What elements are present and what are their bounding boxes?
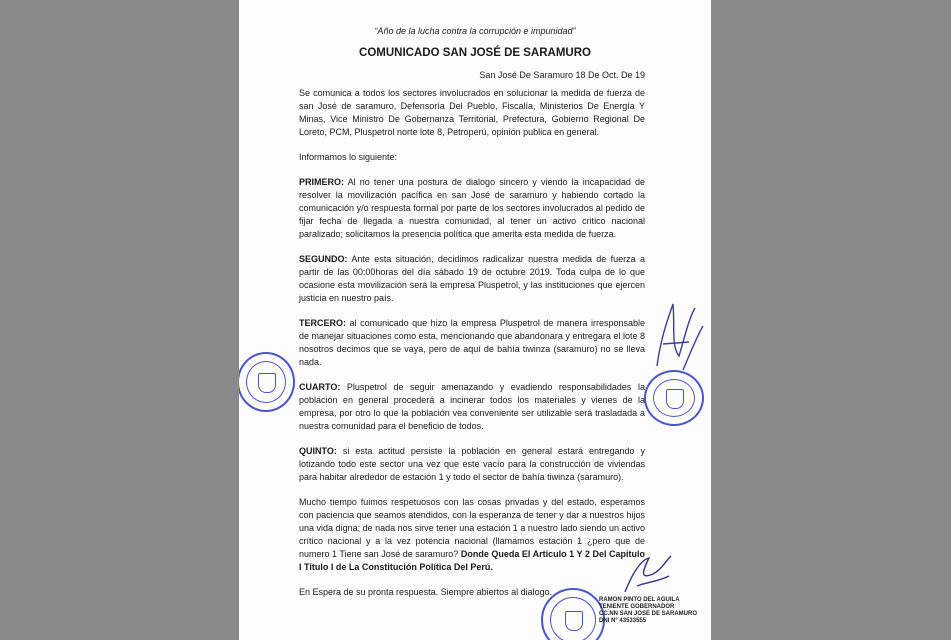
section-tercero bbox=[299, 317, 645, 369]
document-date: San José De Saramuro 18 De Oct. De 19 bbox=[479, 70, 645, 80]
section-label: QUINTO: bbox=[299, 446, 337, 456]
handwritten-signature-bottom bbox=[619, 552, 679, 598]
closing-bold: Donde Queda El Articulo 1 Y 2 Del Capitulo I Titulo I de La Constitución Política Del Perú. bbox=[299, 549, 645, 572]
signature-line: TENIENTE GOBERNADOR bbox=[599, 604, 675, 610]
section-label: CUARTO: bbox=[299, 382, 341, 392]
intro-paragraph: Se comunica a todos los sectores involucrados en solucionar la medida de fuerza de san José de saramuro, Defensoría Del Pueblo, Fiscalía, Ministerios De Energía Y Minas, Vice Ministro De Gobernanza Territorial, Prefectura, Gobierno Regional De Loreto, PCM, Pluspetrol norte lote 8, Petroperú, opinión publica en general. bbox=[299, 88, 645, 137]
section-label: TERCERO: bbox=[299, 318, 346, 328]
signature-line: CC.NN SAN JOSE DE SARAMURO bbox=[599, 611, 698, 617]
closing-text: Mucho tiempo fuimos respetuosos con las cosas privadas y del estado, esperamos con paciencia que seamos atendidos, con la esperanza de tener y dar a nuestros hijos una vida digna; de nada nos sirve tener una estación 1 a nuestro lado siendo un activo crítico nacional y a la vez potencia nacional (llamamos estación 1 ¿pero que de numero 1 Tiene san José de saramuro? bbox=[299, 497, 645, 559]
signature-line: DNI N° 43533555 bbox=[599, 618, 647, 624]
section-cuarto bbox=[299, 381, 645, 433]
farewell-paragraph: En Espera de su pronta respuesta. Siempre abiertos al dialogo. bbox=[299, 587, 553, 597]
document-motto: “Año de la lucha contra la corrupción e impunidad” bbox=[374, 26, 576, 36]
section-primero bbox=[299, 176, 645, 241]
seal-stamp-right bbox=[644, 370, 704, 426]
informamos-paragraph: Informamos lo siguiente: bbox=[299, 152, 398, 162]
signature-block bbox=[599, 597, 697, 625]
handwritten-signature-right bbox=[649, 296, 709, 376]
section-text: si esta actitud persiste la población en general estará entregando y lotizando todo este sector una vez que este vacío para la construcción de viviendas para habitar alrededor de estación 1 y todo el sector de bahía tiwinza (saramuro). bbox=[299, 446, 645, 482]
section-label: SEGUNDO: bbox=[299, 254, 348, 264]
section-text: Pluspetrol de seguir amenazando y evadiendo responsabilidades la población en general procederá a incinerar todos los materiales y vienes de la empresa, por otro lo que la población vea conveniente ser utilizable será trasladada a nuestra comunidad para el beneficio de todos. bbox=[299, 382, 645, 431]
section-text: al comunicado que hizo la empresa Pluspetrol de manera irresponsable de manejar situaciones como esta, mencionando que abandonara y entregara el lote 8 nosotros decimos que se vaya, pero de aquí de bahía tiwinza (saramuro) no se lleva nada. bbox=[299, 318, 645, 367]
section-text: Ante esta situación, decidimos radicalizar nuestra medida de fuerza a partir de las 00:00horas del día sábado 19 de octubre 2019. Toda culpa de lo que ocasione esta movilización será la empresa Pluspetrol, y las instituciones que ejercen justicia en nuestro país. bbox=[299, 254, 645, 303]
section-label: PRIMERO: bbox=[299, 177, 344, 187]
section-quinto bbox=[299, 445, 645, 484]
section-text: Al no tener una postura de dialogo sincero y viendo la incapacidad de resolver la movilización pacífica en san José de saramuro y habiendo cortado la comunicación y/o respuesta formal por parte de los sectores involucrados al pedido de fijar fecha de llegada a nuestra comunidad, al tener un activo critico nacional paralizado; solicitamos la presencia política que amerita esta medida de fuerza. bbox=[299, 177, 645, 239]
signature-line: RAMON PINTO DEL AGUILA bbox=[599, 597, 680, 603]
closing-paragraph bbox=[299, 496, 645, 574]
document-page bbox=[239, 0, 711, 640]
section-segundo bbox=[299, 253, 645, 305]
seal-stamp-left bbox=[239, 352, 295, 412]
document-body bbox=[299, 87, 645, 611]
document-title: COMUNICADO SAN JOSÉ DE SARAMURO bbox=[359, 47, 591, 59]
